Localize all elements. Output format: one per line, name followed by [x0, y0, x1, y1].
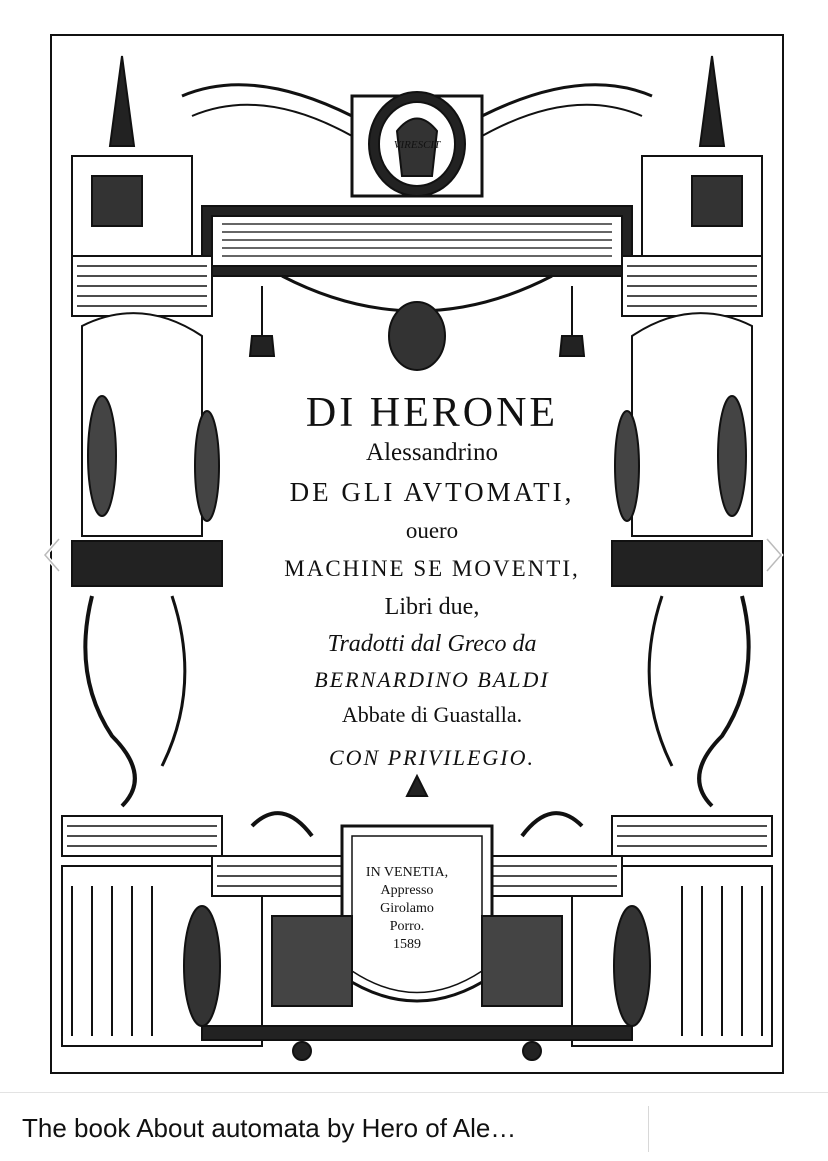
imprint-line-4: Porro.	[389, 919, 425, 934]
chevron-left-icon	[41, 537, 63, 573]
title-text-block	[222, 391, 642, 783]
title-line-9: Abbate di Guastalla.	[341, 702, 523, 727]
next-image-button[interactable]	[760, 535, 788, 575]
imprint-cartouche	[352, 864, 462, 954]
imprint-line-5: 1589	[393, 937, 421, 952]
emblem-motto: VIRESCIT	[393, 139, 441, 151]
title-line-7: Tradotti dal Greco da	[327, 631, 537, 657]
imprint-line-3: Girolamo	[380, 901, 434, 916]
imprint-line-2: Appresso	[380, 883, 434, 898]
title-line-1: DI HERONE	[305, 390, 559, 436]
title-line-10: CON PRIVILEGIO.	[329, 745, 535, 770]
image-caption[interactable]: The book About automata by Hero of Ale…	[22, 1113, 517, 1143]
title-line-2: Alessandrino	[366, 439, 498, 466]
chevron-right-icon	[763, 537, 785, 573]
title-line-3: DE GLI AVTOMATI,	[289, 477, 575, 507]
previous-image-button[interactable]	[38, 535, 66, 575]
title-line-6: Libri due,	[384, 594, 480, 620]
title-line-5: MACHINE SE MOVENTI,	[284, 556, 580, 581]
title-line-8: BERNARDINO BALDI	[314, 667, 550, 692]
title-page-image	[50, 34, 784, 1074]
caption-bar[interactable]	[0, 1092, 828, 1161]
imprint-line-1: IN VENETIA,	[365, 865, 449, 880]
caption-divider	[648, 1106, 649, 1152]
title-line-4: ouero	[405, 518, 459, 543]
